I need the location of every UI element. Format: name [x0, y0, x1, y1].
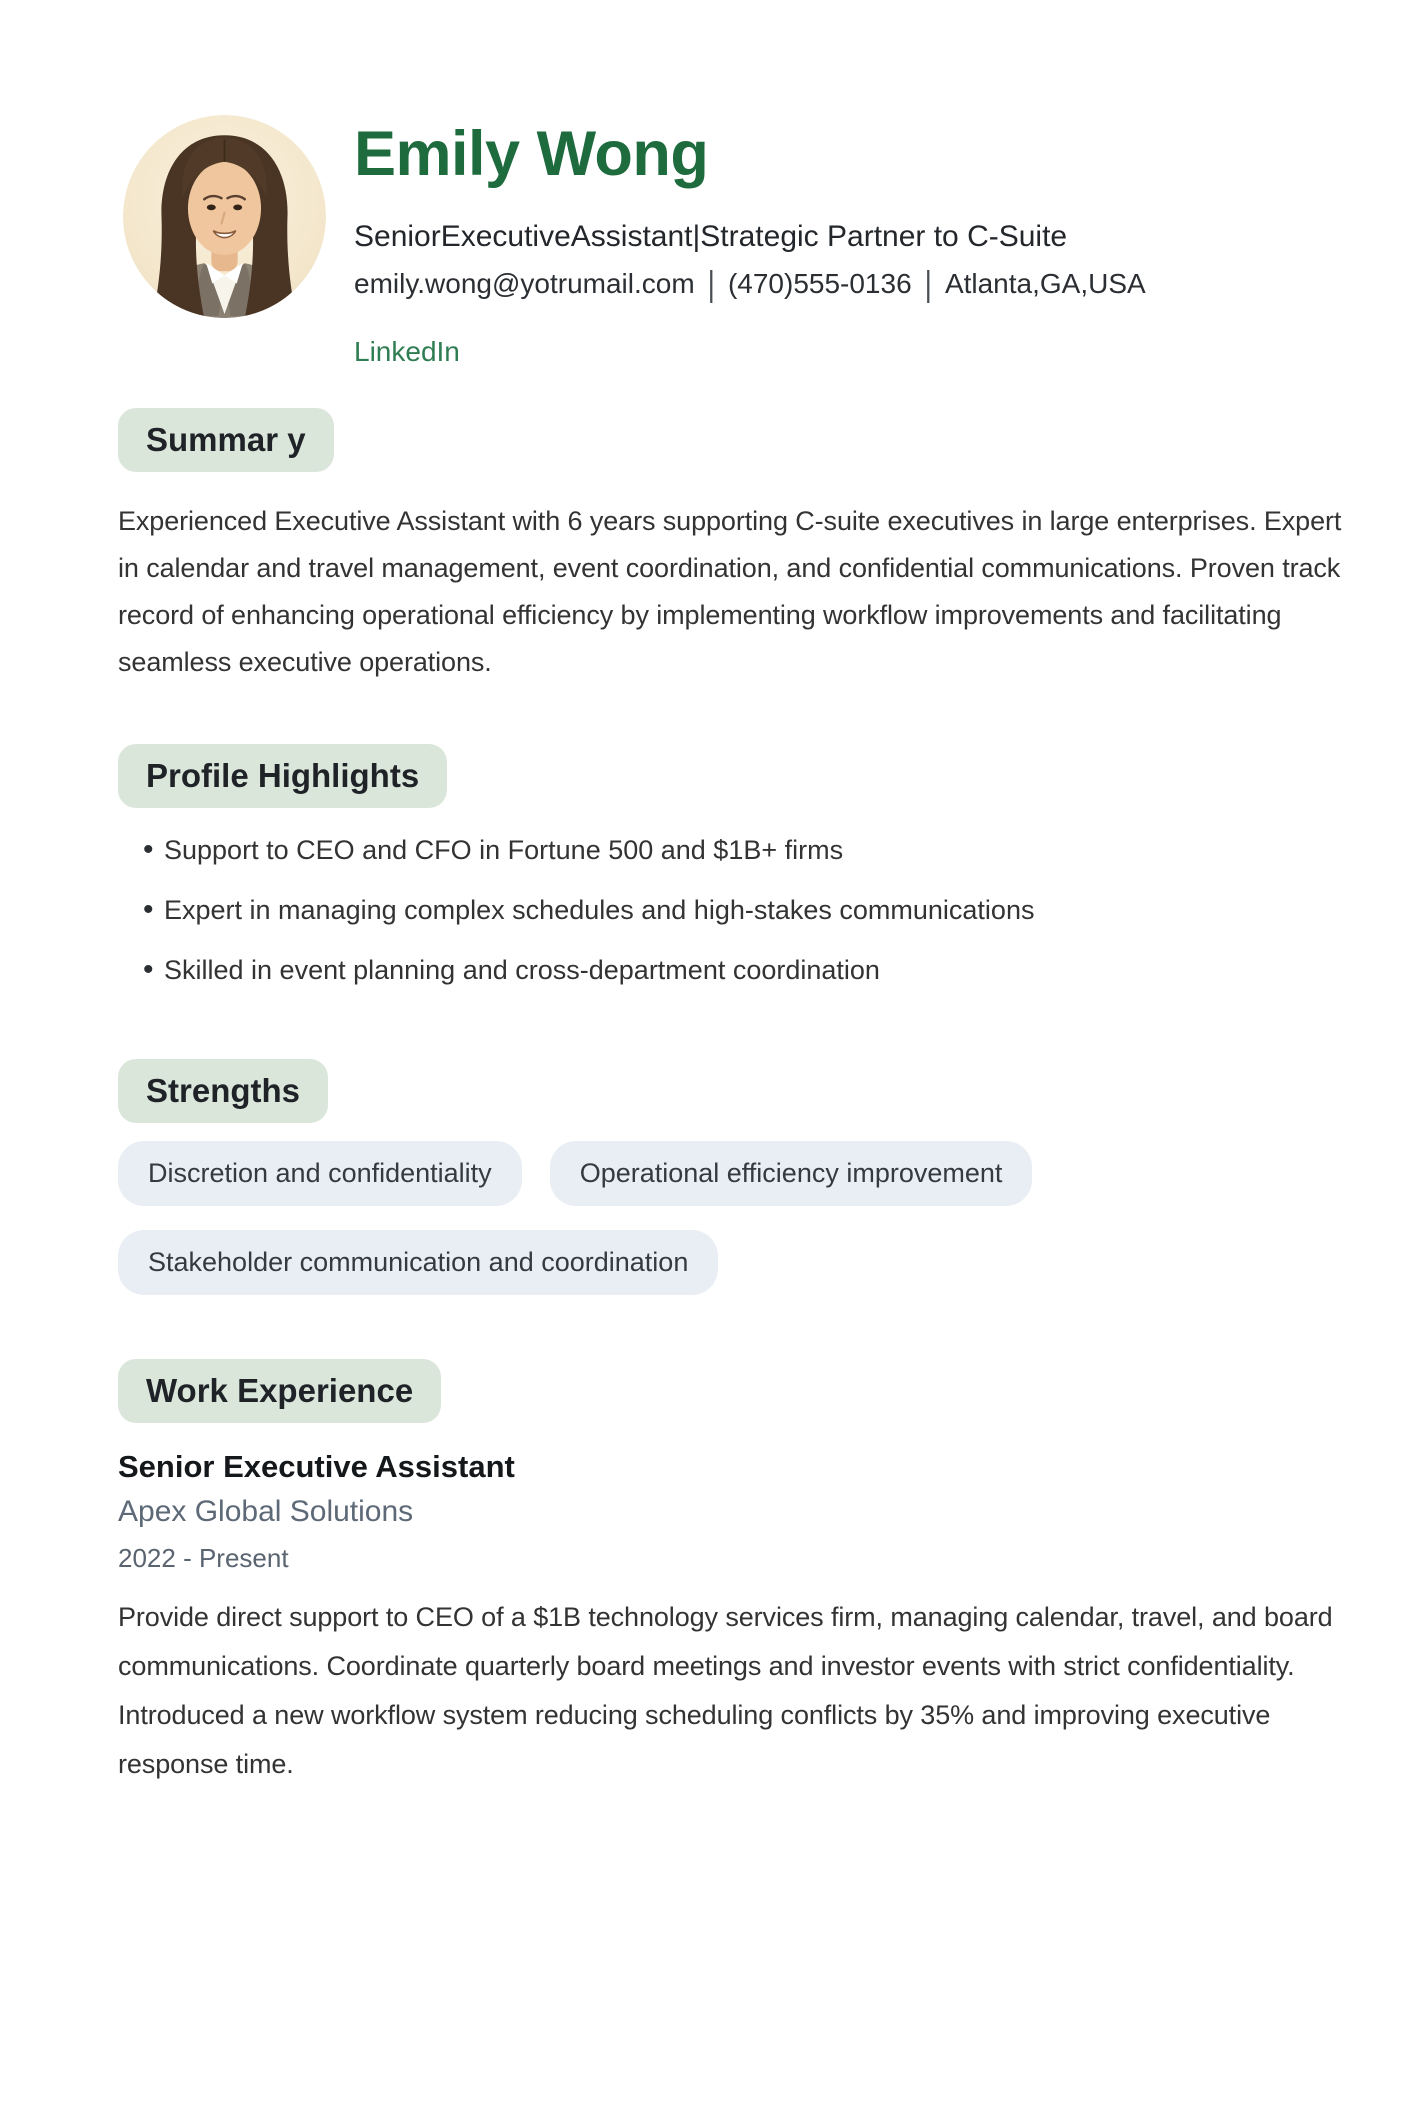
strength-tag: Stakeholder communication and coordination — [118, 1230, 718, 1295]
profile-photo-illustration — [123, 115, 326, 318]
highlight-item: • Support to CEO and CFO in Fortune 500 and $1B+ firms — [118, 834, 1346, 867]
strength-tag: Discretion and confidentiality — [118, 1141, 522, 1206]
summary-heading: Summar y — [118, 408, 334, 472]
profile-highlights-list — [118, 834, 1346, 987]
strengths-heading: Strengths — [118, 1059, 328, 1123]
contact-location: Atlanta,GA,USA — [944, 268, 1146, 299]
strengths-tags — [118, 1141, 1348, 1295]
job-company: Apex Global Solutions — [118, 1495, 414, 1528]
contact-separator: | — [707, 264, 715, 303]
summary-paragraph: Experienced Executive Assistant with 6 years supporting C-suite executives in large enterprises. Expert in calendar and travel management, event coordination, and confidential communications. Proven track record of enhancing operational efficiency by implementing workflow improvements and facilitating seamless executive operations. — [118, 506, 1342, 677]
section-profile-highlights — [118, 744, 1346, 987]
job-description: Provide direct support to CEO of a $1B technology services firm, managing calendar, travel, and board communications. Coordinate quarterly board meetings and investor events with strict confidentiality. Introduced a new workflow system reducing scheduling conflicts by 35% and improving executive response time. — [118, 1602, 1333, 1779]
header-text — [354, 115, 1146, 366]
contact-separator: | — [924, 264, 932, 303]
section-work-experience — [118, 1359, 1346, 1789]
profile-highlights-heading: Profile Highlights — [118, 744, 447, 808]
person-name: Emily Wong — [354, 119, 709, 189]
job-title: Senior Executive Assistant — [118, 1449, 515, 1484]
highlight-item: • Expert in managing complex schedules and high-stakes communications — [118, 894, 1346, 927]
strength-tag: Operational efficiency improvement — [550, 1141, 1033, 1206]
contact-line — [354, 264, 1146, 303]
professional-title: SeniorExecutiveAssistant|Strategic Partner to C-Suite — [354, 220, 1068, 253]
contact-phone: (470)555-0136 — [727, 268, 912, 299]
highlight-item: • Skilled in event planning and cross-department coordination — [118, 954, 1346, 987]
section-summary — [118, 408, 1346, 686]
job-entry — [118, 1449, 1346, 1789]
linkedin-link[interactable]: LinkedIn — [354, 336, 460, 367]
job-dates: 2022 - Present — [118, 1543, 289, 1573]
profile-photo — [123, 115, 326, 318]
header — [118, 115, 1346, 366]
section-strengths — [118, 1059, 1346, 1295]
contact-email: emily.wong@yotrumail.com — [354, 268, 695, 299]
work-experience-heading: Work Experience — [118, 1359, 441, 1423]
resume-page — [0, 115, 1414, 2115]
